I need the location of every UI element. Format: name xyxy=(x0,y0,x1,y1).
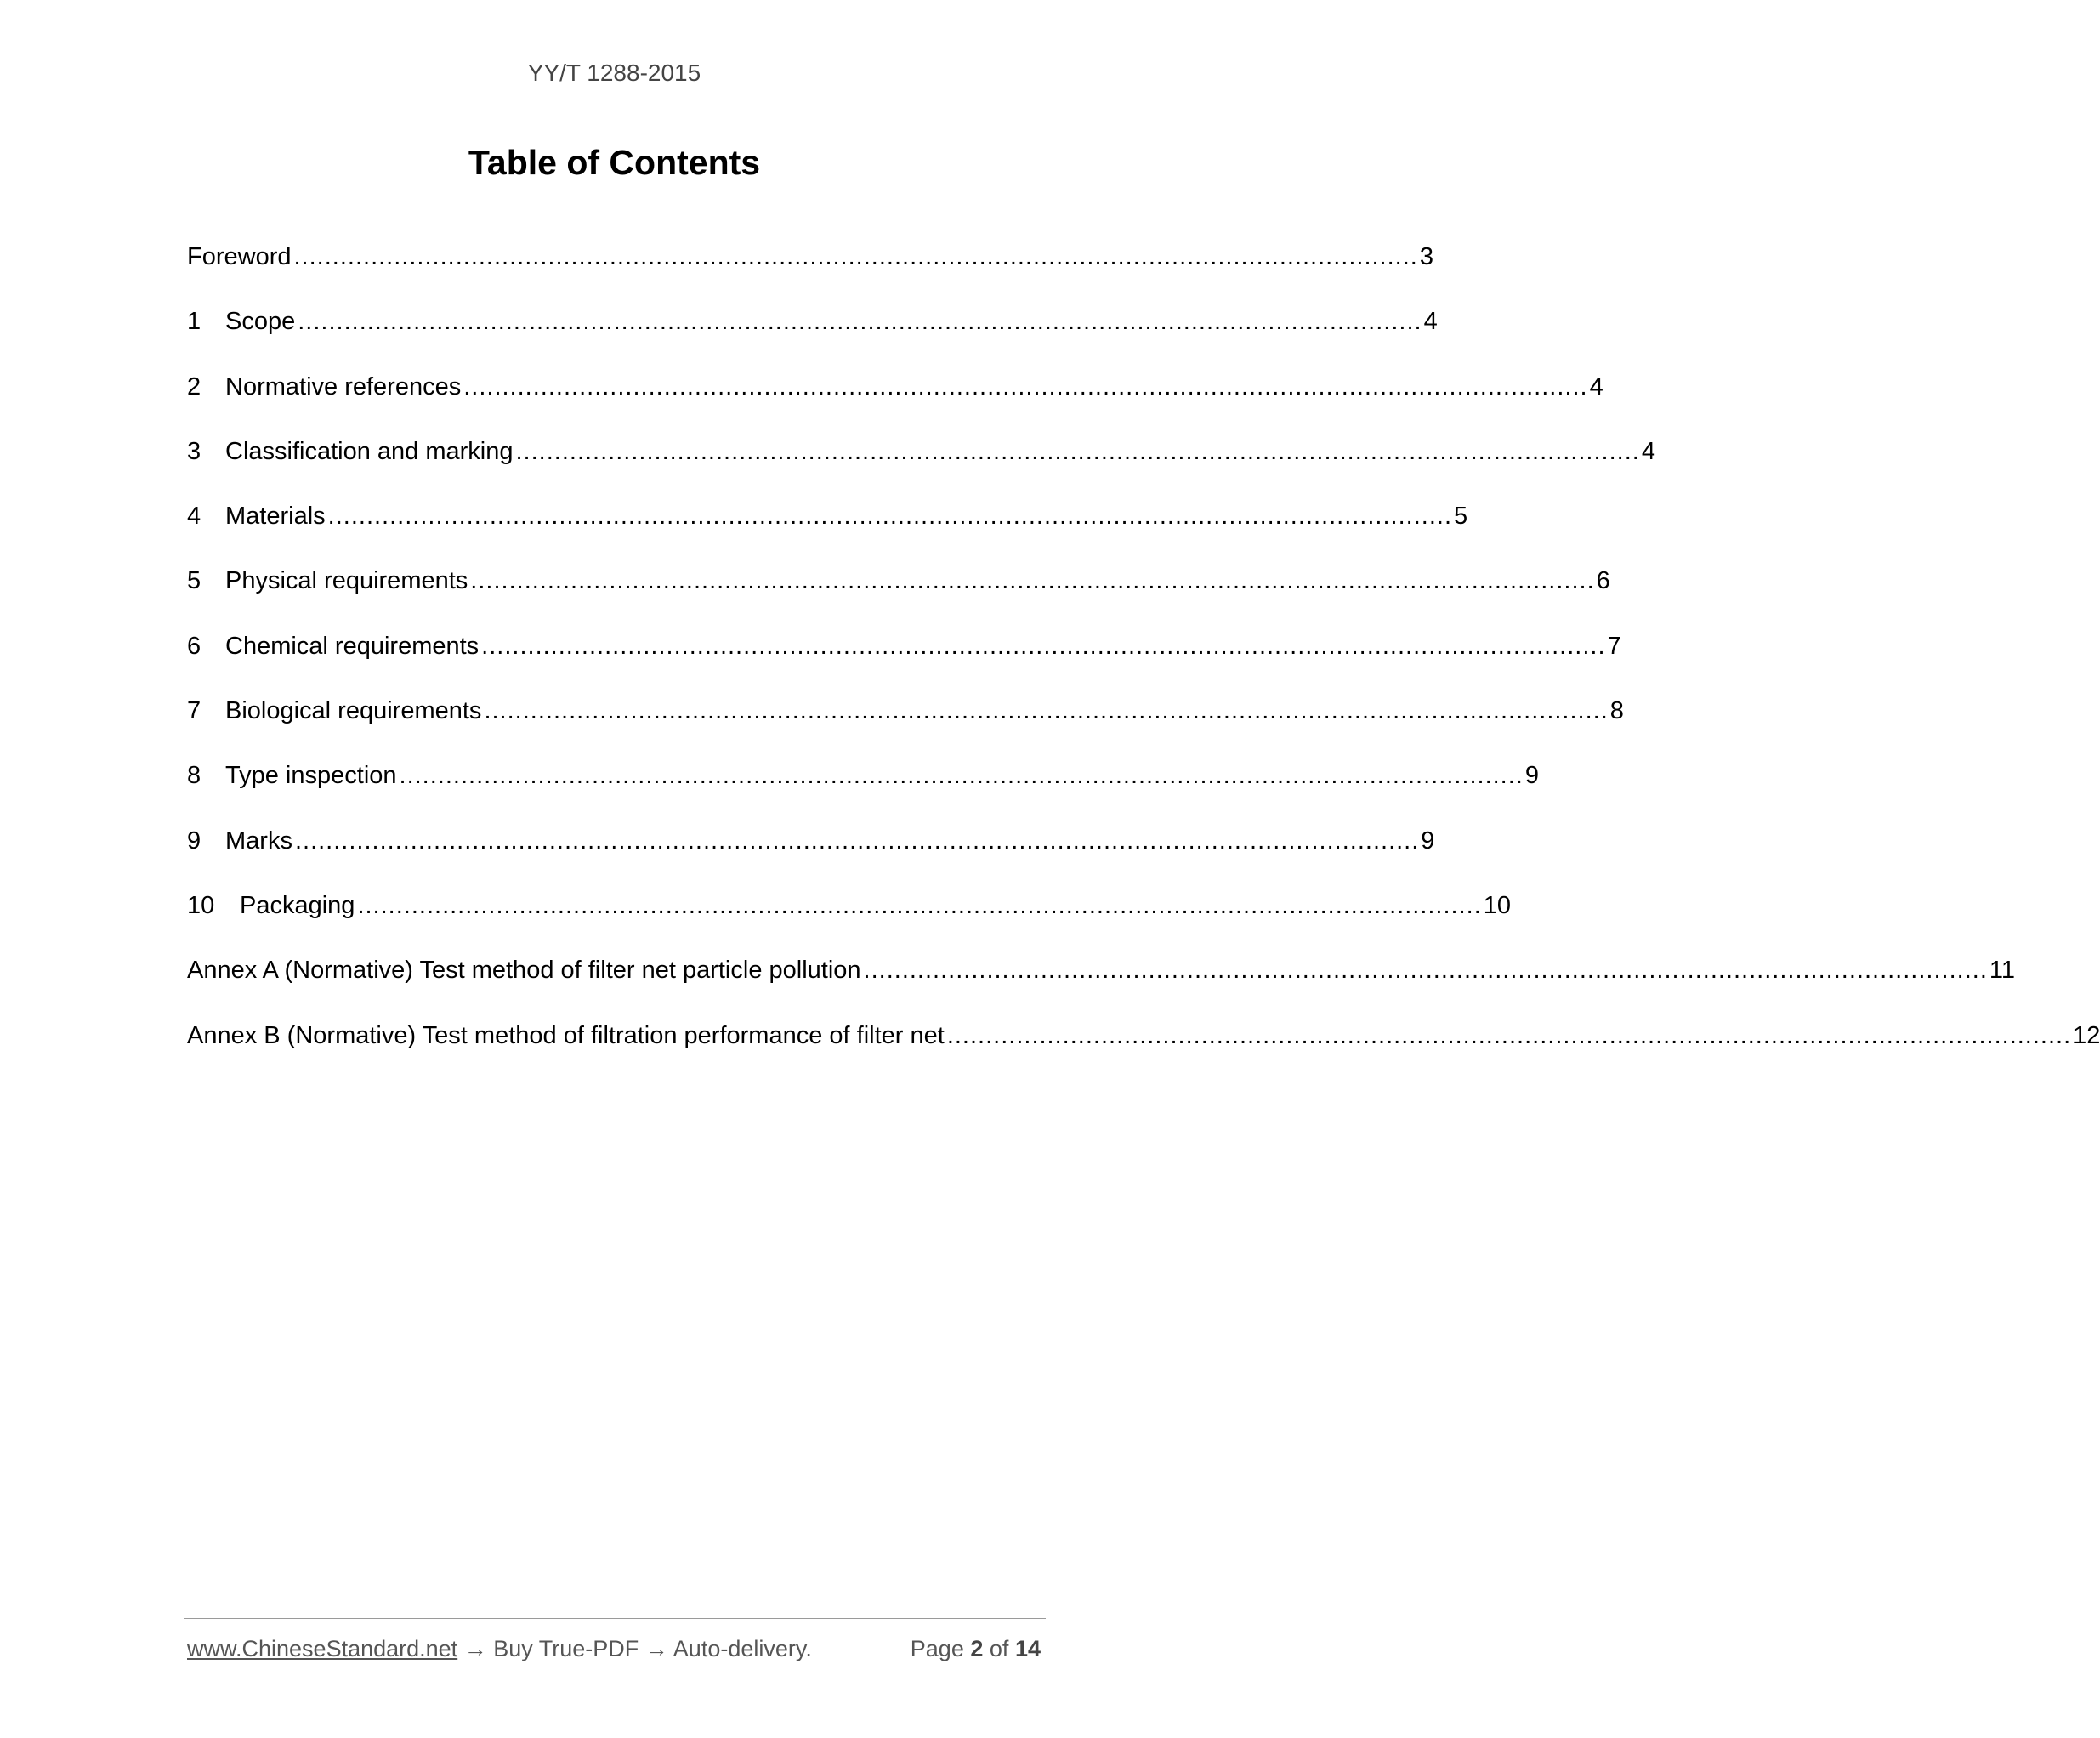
toc-leader-dots: .................................................................................................................................................. xyxy=(863,957,1988,985)
page-title: Table of Contents xyxy=(468,143,761,182)
toc-entry-label: Chemical requirements xyxy=(225,632,480,660)
toc-entry-page: 8 xyxy=(1609,697,1624,725)
toc-entry-classification[interactable] xyxy=(187,437,1655,503)
toc-entry-label: Classification and marking xyxy=(225,437,514,465)
toc-entry-type-inspection[interactable] xyxy=(187,762,1539,826)
toc-entry-page: 9 xyxy=(1421,826,1435,855)
toc-leader-dots: .................................................................................................................................................. xyxy=(463,372,1588,400)
toc-entry-page: 10 xyxy=(1483,891,1512,919)
toc-entry-page: 9 xyxy=(1524,762,1539,790)
toc-leader-dots: .................................................................................................................................................. xyxy=(515,437,1640,465)
toc-entry-label: Annex A (Normative) Test method of filter net particle pollution xyxy=(187,957,861,985)
table-of-contents xyxy=(187,243,2100,1087)
toc-leader-dots: .................................................................................................................................................. xyxy=(484,697,1609,725)
toc-entry-materials[interactable] xyxy=(187,503,1468,567)
page-word: Page xyxy=(910,1636,964,1661)
toc-leader-dots: .................................................................................................................................................. xyxy=(294,826,1420,855)
toc-entry-foreword[interactable] xyxy=(187,243,1433,308)
delivery-text: Auto-delivery. xyxy=(673,1636,812,1661)
toc-leader-dots: .................................................................................................................................................. xyxy=(946,1021,2072,1049)
toc-entry-page: 4 xyxy=(1423,308,1438,336)
website-link[interactable]: www.ChineseStandard.net xyxy=(187,1636,458,1661)
toc-entry-page: 4 xyxy=(1589,372,1603,400)
toc-entry-label: Biological requirements xyxy=(225,697,482,725)
toc-entry-number: 9 xyxy=(187,826,201,855)
toc-entry-label: Scope xyxy=(225,308,296,336)
toc-entry-page: 5 xyxy=(1454,503,1468,531)
arrow-icon: → xyxy=(463,1636,487,1661)
toc-entry-label: Normative references xyxy=(225,372,462,400)
toc-entry-label: Packaging xyxy=(240,891,355,919)
toc-entry-physical-requirements[interactable] xyxy=(187,567,1610,632)
of-word: of xyxy=(989,1636,1009,1661)
toc-entry-annex-b[interactable] xyxy=(187,1021,2100,1087)
toc-leader-dots: .................................................................................................................................................. xyxy=(327,503,1452,531)
toc-entry-label: Type inspection xyxy=(225,762,397,790)
toc-entry-number: 5 xyxy=(187,567,201,595)
toc-entry-number: 2 xyxy=(187,372,201,400)
total-pages-number: 14 xyxy=(1014,1636,1041,1661)
toc-entry-packaging[interactable] xyxy=(187,891,1512,957)
toc-entry-number: 8 xyxy=(187,762,201,790)
document-code: YY/T 1288-2015 xyxy=(527,60,701,86)
toc-entry-annex-a[interactable] xyxy=(187,957,2015,1021)
toc-entry-number: 3 xyxy=(187,437,201,465)
toc-leader-dots: .................................................................................................................................................. xyxy=(298,308,1422,336)
current-page-number: 2 xyxy=(970,1636,984,1661)
toc-leader-dots: .................................................................................................................................................. xyxy=(399,762,1524,790)
toc-leader-dots: .................................................................................................................................................. xyxy=(481,632,1606,660)
toc-entry-biological-requirements[interactable] xyxy=(187,697,1624,762)
page-indicator xyxy=(911,1636,1041,1662)
toc-entry-page: 4 xyxy=(1641,437,1655,465)
buy-text: Buy True-PDF xyxy=(493,1636,639,1661)
toc-entry-number: 1 xyxy=(187,308,201,336)
toc-entry-page: 12 xyxy=(2073,1021,2100,1049)
toc-leader-dots: .................................................................................................................................................. xyxy=(470,567,1595,595)
toc-entry-chemical-requirements[interactable] xyxy=(187,632,1621,697)
toc-entry-page: 11 xyxy=(1989,957,2015,985)
toc-entry-page: 3 xyxy=(1419,243,1433,270)
toc-entry-number: 4 xyxy=(187,503,201,531)
toc-entry-label: Materials xyxy=(225,503,326,531)
toc-entry-number: 6 xyxy=(187,632,201,660)
toc-entry-label: Marks xyxy=(225,826,292,855)
toc-entry-label: Foreword xyxy=(187,243,292,270)
toc-entry-number: 10 xyxy=(187,891,215,919)
toc-entry-page: 6 xyxy=(1596,567,1610,595)
toc-entry-marks[interactable] xyxy=(187,826,1435,892)
toc-entry-normative-references[interactable] xyxy=(187,372,1603,438)
toc-entry-page: 7 xyxy=(1607,632,1621,660)
footer-divider xyxy=(184,1618,1046,1619)
page-footer xyxy=(187,1636,1041,1662)
toc-entry-number: 7 xyxy=(187,697,201,725)
toc-entry-label: Annex B (Normative) Test method of filtration performance of filter net xyxy=(187,1021,945,1049)
toc-entry-label: Physical requirements xyxy=(225,567,468,595)
arrow-icon: → xyxy=(644,1636,668,1661)
toc-leader-dots: .................................................................................................................................................. xyxy=(293,243,1418,270)
toc-leader-dots: .................................................................................................................................................. xyxy=(357,891,1482,919)
toc-entry-scope[interactable] xyxy=(187,308,1438,372)
